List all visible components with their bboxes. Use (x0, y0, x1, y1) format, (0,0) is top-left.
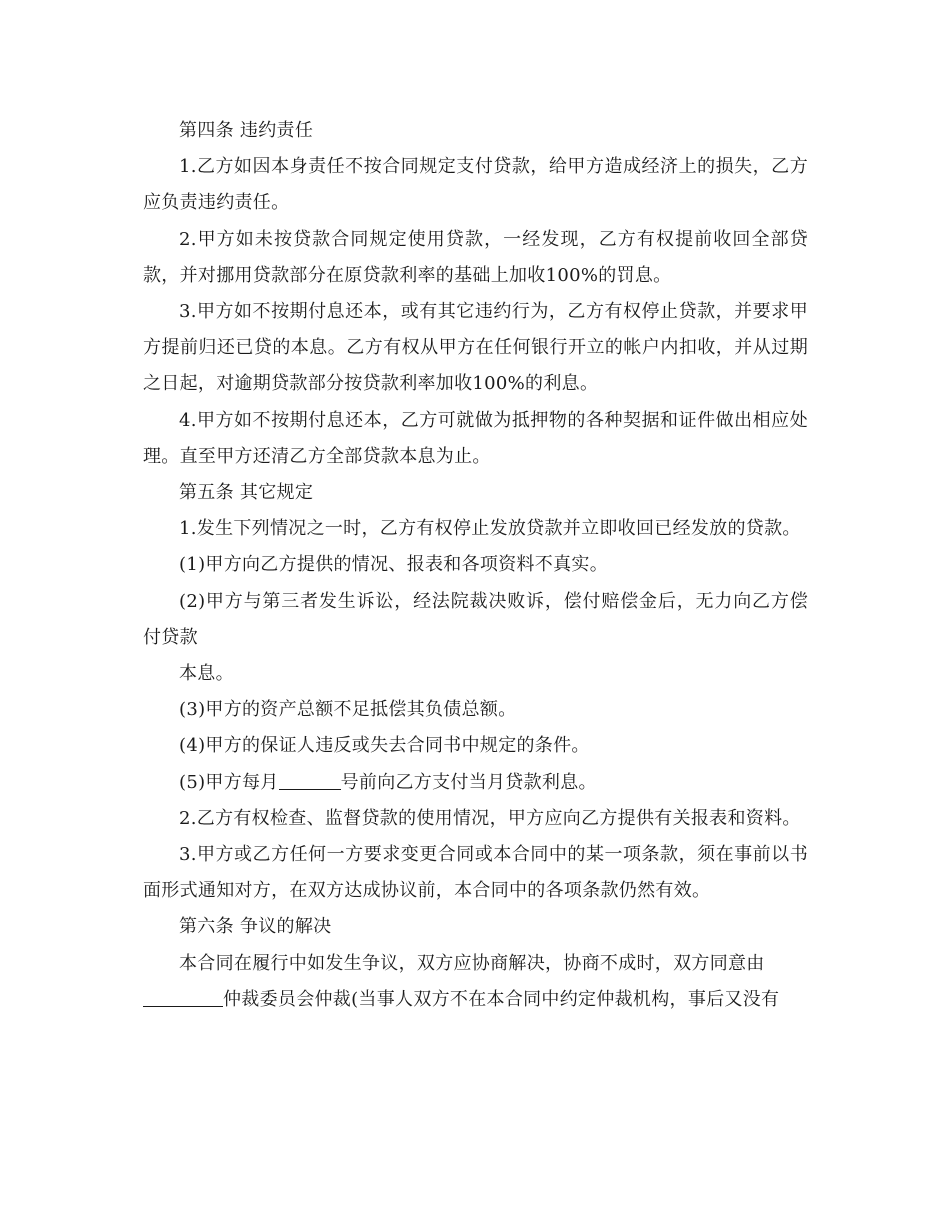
article-5-sub-1: (1)甲方向乙方提供的情况、报表和各项资料不真实。 (179, 554, 608, 576)
article-5-sub-2: (2)甲方与第三者发生诉讼，经法院裁决败诉，偿付赔偿金后，无力向乙方偿付贷款 (143, 590, 808, 648)
fill-in-blank-day[interactable] (279, 769, 341, 790)
article-4-item-2: 2.甲方如未按贷款合同规定使用贷款，一经发现，乙方有权提前收回全部贷款，并对挪用贷款部分在原贷款利率的基础上加收100%的罚息。 (143, 228, 808, 286)
article-5-sub-3: (3)甲方的资产总额不足抵偿其负债总额。 (179, 699, 517, 721)
article-6-paragraph-line-2-text: 仲裁委员会仲裁(当事人双方不在本合同中约定仲裁机构，事后又没有 (223, 988, 780, 1010)
article-6-paragraph-line-1: 本合同在履行中如发生争议，双方应协商解决，协商不成时，双方同意由 (179, 952, 765, 974)
article-5-heading: 第五条 其它规定 (179, 482, 314, 504)
document-body (143, 113, 808, 1018)
article-5-item-1: 1.发生下列情况之一时，乙方有权停止发放贷款并立即收回已经发放的贷款。 (179, 518, 801, 540)
article-5-sub-5-before: (5)甲方每月 (179, 771, 279, 793)
article-4-item-4: 4.甲方如不按期付息还本，乙方可就做为抵押物的各种契据和证件做出相应处理。直至甲方还清乙方全部贷款本息为止。 (143, 409, 808, 467)
article-4-item-3: 3.甲方如不按期付息还本，或有其它违约行为，乙方有权停止贷款，并要求甲方提前归还已贷的本息。乙方有权从甲方在任何银行开立的帐户内扣收，并从过期之日起，对逾期贷款部分按贷款利率加收100%的利息。 (143, 301, 808, 395)
article-6-paragraph-line-2 (143, 982, 808, 1018)
article-5-sub-4: (4)甲方的保证人违反或失去合同书中规定的条件。 (179, 735, 590, 757)
article-5-sub-5 (143, 765, 808, 801)
article-4-heading: 第四条 违约责任 (179, 120, 314, 141)
article-5-item-3: 3.甲方或乙方任何一方要求变更合同或本合同中的某一项条款，须在事前以书面形式通知对方，在双方达成协议前，本合同中的各项条款仍然有效。 (143, 844, 808, 902)
article-5-item-2: 2.乙方有权检查、监督贷款的使用情况，甲方应向乙方提供有关报表和资料。 (179, 807, 801, 829)
article-4-item-1: 1.乙方如因本身责任不按合同规定支付贷款，给甲方造成经济上的损失，乙方应负责违约责任。 (143, 156, 808, 214)
article-5-sub-2-continuation: 本息。 (179, 663, 234, 685)
article-6-heading: 第六条 争议的解决 (179, 916, 332, 938)
fill-in-blank-arbitration[interactable] (143, 986, 223, 1007)
article-5-sub-5-after: 号前向乙方支付当月贷款利息。 (340, 771, 597, 793)
